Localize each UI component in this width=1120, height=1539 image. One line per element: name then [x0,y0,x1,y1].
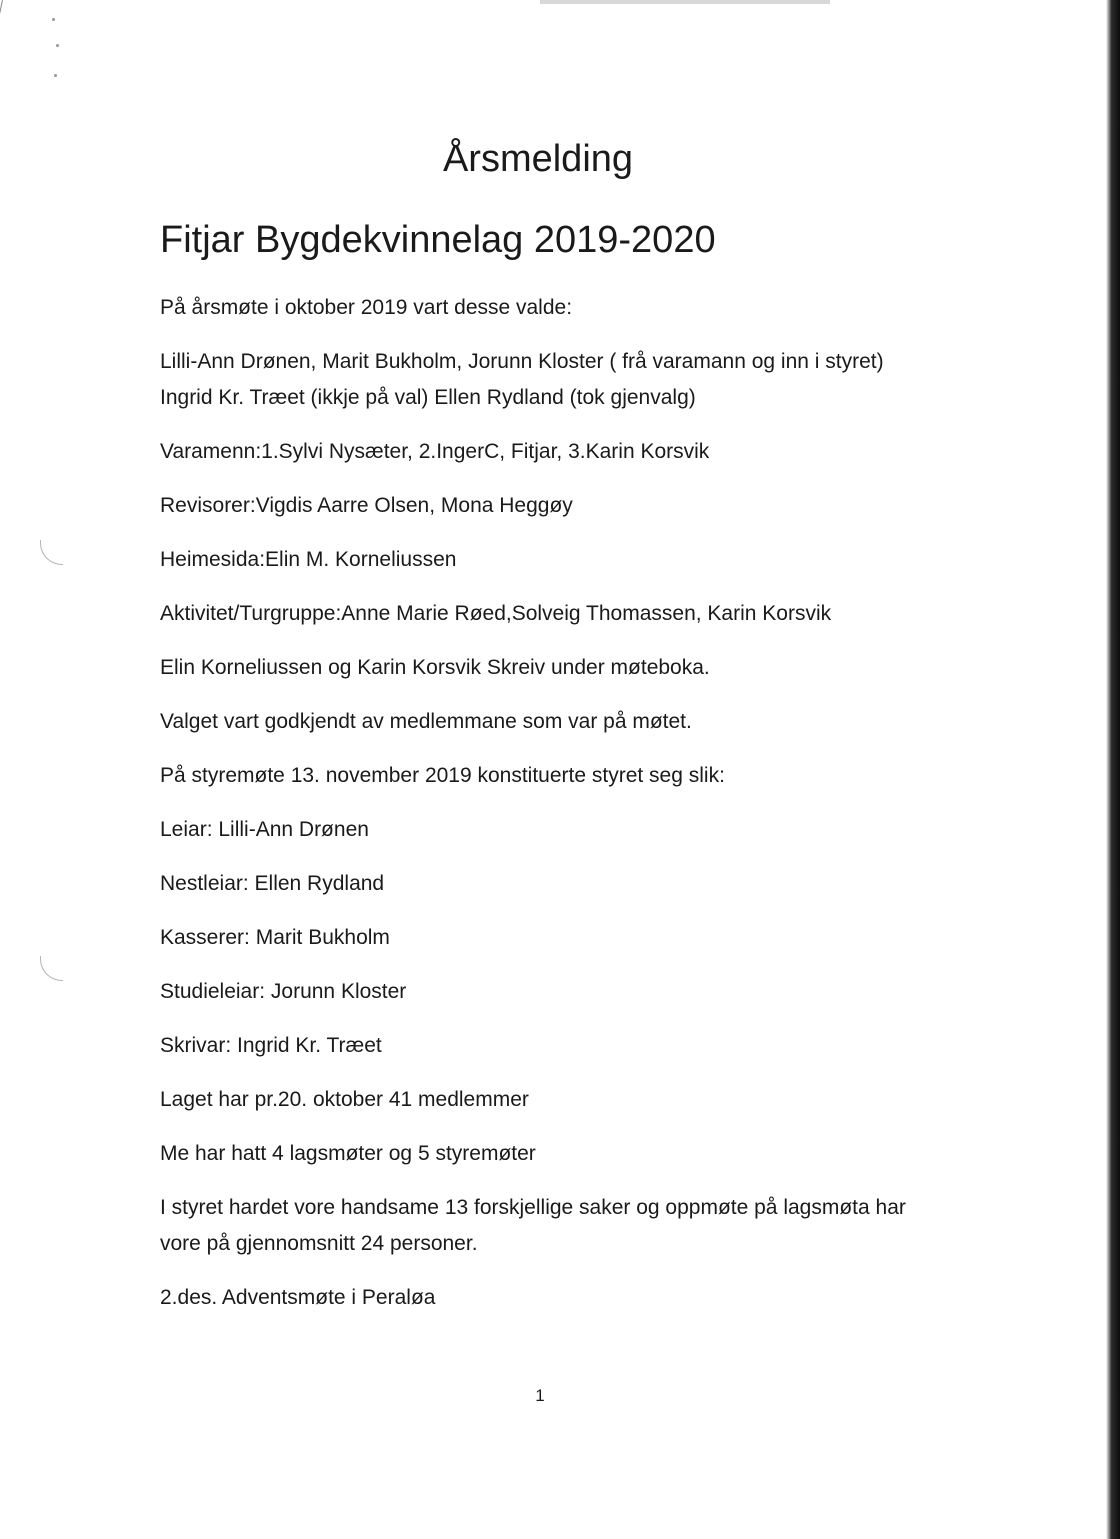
paragraph: Elin Korneliussen og Karin Korsvik Skreiv under møteboka. [160,656,710,679]
paragraph: På styremøte 13. november 2019 konstituerte styret seg slik: [160,764,725,787]
punch-hole-mark [40,540,63,565]
paragraph: Lilli-Ann Drønen, Marit Bukholm, Jorunn Kloster ( frå varamann og inn i styret) Ingrid Kr. Træet (ikkje på val) Ellen Rydland (tok gjenvalg) [160,350,884,409]
document-subtitle: Fitjar Bygdekvinnelag 2019-2020 [160,219,716,261]
paragraph: Skrivar: Ingrid Kr. Træet [160,1034,382,1057]
paragraph: På årsmøte i oktober 2019 vart desse valde: [160,296,573,319]
paragraph: Revisorer:Vigdis Aarre Olsen, Mona Heggøy [160,494,573,517]
paragraph: Laget har pr.20. oktober 41 medlemmer [160,1088,529,1111]
document-body [160,290,920,1334]
paragraph: Nestleiar: Ellen Rydland [160,872,385,895]
paragraph: 2.des. Adventsmøte i Peraløa [160,1286,436,1309]
page-number: 1 [535,1386,545,1405]
scan-speck [52,18,55,21]
punch-hole-mark [40,956,63,981]
paragraph: Kasserer: Marit Bukholm [160,926,390,949]
document-title: Årsmelding [442,138,634,180]
paragraph: Aktivitet/Turgruppe:Anne Marie Røed,Solveig Thomassen, Karin Korsvik [160,602,832,625]
scan-speck [54,74,57,77]
paragraph: Valget vart godkjendt av medlemmane som var på møtet. [160,710,692,733]
scan-top-artifact [540,0,830,4]
paragraph: Leiar: Lilli-Ann Drønen [160,818,369,841]
scan-edge-shadow [1106,0,1120,1539]
paragraph: Me har hatt 4 lagsmøter og 5 styremøter [160,1142,536,1165]
scan-speck [56,44,59,47]
scan-corner-mark [0,0,9,41]
paragraph: Heimesida:Elin M. Korneliussen [160,548,457,571]
paragraph: I styret hardet vore handsame 13 forskjellige saker og oppmøte på lagsmøta har vore på gjennomsnitt 24 personer. [160,1196,906,1255]
paragraph: Varamenn:1.Sylvi Nysæter, 2.IngerC, Fitjar, 3.Karin Korsvik [160,440,710,463]
paragraph: Studieleiar: Jorunn Kloster [160,980,407,1003]
